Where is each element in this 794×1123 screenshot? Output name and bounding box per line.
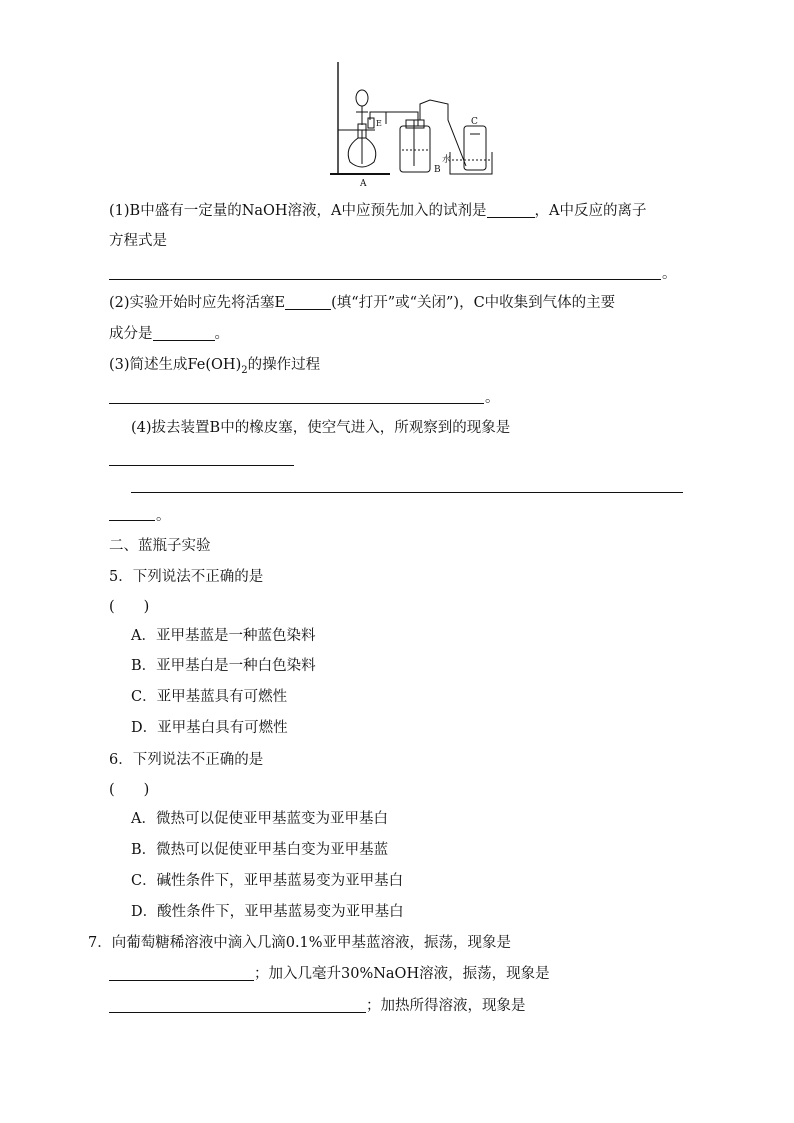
- label-c: C: [471, 117, 478, 127]
- q5-answer-paren[interactable]: ( ): [109, 599, 150, 615]
- answer-line[interactable]: [109, 403, 484, 404]
- q4-part4-line1: (4)拔去装置B中的橡皮塞，使空气进入，所观察到的现象是: [131, 420, 511, 436]
- answer-line[interactable]: [131, 492, 683, 493]
- answer-blank[interactable]: [487, 202, 535, 218]
- q5-stem: 5．下列说法不正确的是: [109, 569, 264, 585]
- q4-part2-line1: (2)实验开始时应先将活塞E (填“打开”或“关闭”)，C中收集到气体的主要: [109, 295, 616, 311]
- label-b: B: [434, 165, 441, 175]
- label-a: A: [360, 179, 367, 189]
- q6-option-a[interactable]: A．微热可以促使亚甲基蓝变为亚甲基白: [131, 811, 388, 827]
- end-mark: 。: [156, 508, 171, 524]
- answer-blank[interactable]: [285, 294, 331, 310]
- q6-option-b[interactable]: B．微热可以促使亚甲基白变为亚甲基蓝: [131, 842, 389, 858]
- q5-option-b[interactable]: B．亚甲基白是一种白色染料: [131, 658, 316, 674]
- answer-blank[interactable]: [109, 997, 366, 1013]
- q7-stem: 7．向葡萄糖稀溶液中滴入几滴0.1%亚甲基蓝溶液，振荡，现象是: [88, 935, 512, 951]
- q6-answer-paren[interactable]: ( ): [109, 782, 150, 798]
- answer-line[interactable]: [109, 465, 294, 466]
- label-e: E: [376, 119, 382, 128]
- apparatus-figure: [330, 60, 500, 190]
- answer-line[interactable]: [109, 279, 661, 280]
- q6-stem: 6．下列说法不正确的是: [109, 752, 264, 768]
- end-mark: 。: [662, 266, 677, 282]
- end-mark: 。: [485, 390, 500, 406]
- label-water: 水: [442, 155, 452, 165]
- q6-option-d[interactable]: D．酸性条件下，亚甲基蓝易变为亚甲基白: [131, 904, 404, 920]
- q4-part1-line2: 方程式是: [109, 233, 167, 249]
- q4-part1-line1: (1)B中盛有一定量的NaOH溶液，A中应预先加入的试剂是 ，A中反应的离子: [109, 203, 647, 219]
- answer-blank[interactable]: [153, 325, 215, 341]
- q5-option-a[interactable]: A．亚甲基蓝是一种蓝色染料: [131, 628, 316, 644]
- q5-option-c[interactable]: C．亚甲基蓝具有可燃性: [131, 689, 288, 705]
- q5-option-d[interactable]: D．亚甲基白具有可燃性: [131, 720, 288, 736]
- q4-part2-line2: 成分是 。: [109, 326, 229, 342]
- answer-blank[interactable]: [109, 965, 254, 981]
- q7-line2: ；加入几毫升30%NaOH溶液，振荡，现象是: [109, 964, 550, 984]
- q6-option-c[interactable]: C．碱性条件下，亚甲基蓝易变为亚甲基白: [131, 873, 404, 889]
- answer-line[interactable]: [109, 520, 155, 521]
- section-title: 二、蓝瓶子实验: [109, 538, 211, 554]
- q4-part3-line1: (3)简述生成$Fe(OH)_2$的操作过程: [109, 357, 321, 376]
- q7-line3: ；加热所得溶液，现象是: [109, 996, 526, 1016]
